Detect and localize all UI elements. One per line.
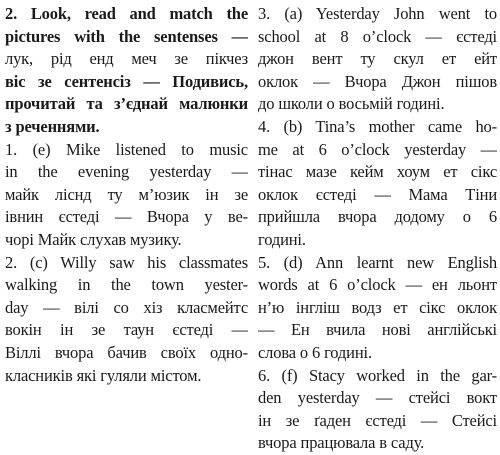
left-column-line: майк ліснд ту м’юзик ін зе: [5, 184, 248, 204]
left-column-line: вокін ін зе таун єстеді —: [5, 320, 248, 340]
right-column-line: school at 8 o’clock — єстеді: [258, 26, 497, 46]
left-column-line: pictures with the sentenses —: [5, 26, 248, 46]
left-column-line: Віллі вчора бачив своїх одно-: [5, 342, 248, 362]
left-column-line: прочитай та з’єднай малюнки: [5, 94, 248, 114]
left-column-line: day — вілі со хіз класмейтс: [5, 297, 248, 317]
right-column-line: оклок єстеді — Мама Тіни: [258, 184, 497, 204]
left-column-line: івнин єстеді — Вчора у ве-: [5, 207, 248, 227]
right-column-line: до школи о восьмій годині.: [258, 94, 445, 114]
left-column-line: чорі Майк слухав музику.: [5, 229, 182, 249]
right-column-line: годині.: [258, 229, 306, 249]
left-column: [5, 3, 248, 387]
right-column: [258, 3, 497, 455]
right-column-line: слова о 6 годині.: [258, 342, 372, 362]
right-column-line: 6. (f) Stacy worked in the gar-: [258, 365, 497, 385]
right-column-line: — Ен вчила нові англійські: [258, 320, 497, 340]
left-column-line: лук, рід енд меч зе пікчез: [5, 49, 248, 69]
right-column-line: 5. (d) Ann learnt new English: [258, 252, 497, 272]
left-column-line: 2. (c) Willy saw his classmates: [5, 252, 248, 272]
left-column-line: класників які гуляли містом.: [5, 365, 202, 385]
right-column-line: den yesterday — стейсі вокт: [258, 388, 497, 408]
left-column-line: in the evening yesterday —: [5, 162, 248, 182]
right-column-line: н’ю інгліш водз ет сікс оклок: [258, 297, 497, 317]
left-column-line: 2. Look, read and match the: [5, 4, 248, 23]
left-column-line: 1. (e) Mike listened to music: [5, 139, 248, 159]
left-column-line: walking in the town yester-: [5, 275, 248, 295]
right-column-line: words at 6 o’clock — ен льонт: [258, 275, 497, 295]
right-column-line: тінас мазе кейм хоум ет сікс: [258, 162, 497, 182]
right-column-line: ін зе ґаден єстеді — Стейсі: [258, 410, 497, 430]
left-column-line: віс зе сентенсіз — Подивись,: [5, 71, 248, 91]
left-column-line: з реченнями.: [5, 116, 100, 136]
right-column-line: 3. (a) Yesterday John went to: [258, 4, 497, 23]
right-column-line: me at 6 o’clock yesterday —: [258, 139, 497, 159]
right-column-line: 4. (b) Tina’s mother came ho-: [258, 116, 497, 136]
right-column-line: прийшла вчора додому о 6: [258, 207, 497, 227]
right-column-line: вчора працювала в саду.: [258, 433, 425, 453]
right-column-line: джон вент ту скул ет ейт: [258, 49, 497, 69]
right-column-line: оклок — Вчора Джон пішов: [258, 71, 497, 91]
